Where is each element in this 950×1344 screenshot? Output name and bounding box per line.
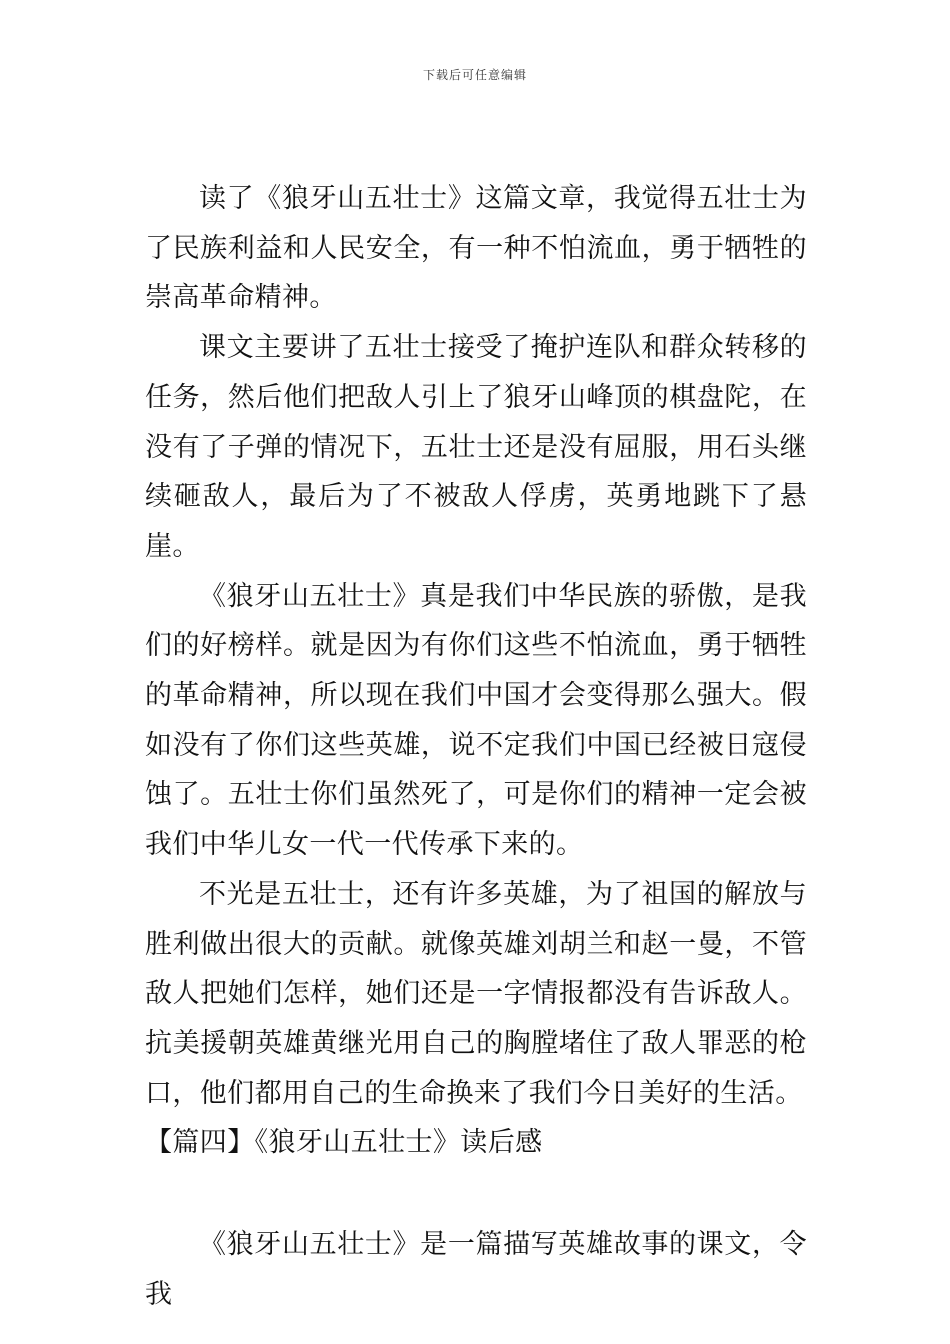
section-paragraph-1: 《狼牙山五壮士》是一篇描写英雄故事的课文，令我: [145, 1229, 807, 1310]
paragraph-3: 《狼牙山五壮士》真是我们中华民族的骄傲，是我们的好榜样。就是因为有你们这些不怕流血，勇于牺牲的革命精神，所以现在我们中国才会变得那么强大。假如没有了你们这些英雄，说不定我们中国已经被日寇侵蚀了。五壮士你们虽然死了，可是你们的精神一定会被我们中华儿女一代一代传承下来的。: [145, 580, 807, 861]
paragraph-2: 课文主要讲了五壮士接受了掩护连队和群众转移的任务，然后他们把敌人引上了狼牙山峰顶的棋盘陀，在没有了子弹的情况下，五壮士还是没有屈服，用石头继续砸敌人，最后为了不被敌人俘虏，英勇地跳下了悬崖。: [145, 332, 807, 562]
paragraph-1: 读了《狼牙山五壮士》这篇文章，我觉得五壮士为了民族利益和人民安全，有一种不怕流血，勇于牺牲的崇高革命精神。: [145, 183, 807, 314]
document-body: [145, 174, 807, 1319]
page-header: 下载后可任意编辑: [422, 68, 527, 82]
section-heading: 【篇四】《狼牙山五壮士》读后感: [145, 1127, 543, 1159]
section-spacer: [145, 1168, 807, 1220]
paragraph-4: 不光是五壮士，还有许多英雄，为了祖国的解放与胜利做出很大的贡献。就像英雄刘胡兰和赵一曼，不管敌人把她们怎样，她们还是一字情报都没有告诉敌人。抗美援朝英雄黄继光用自己的胸膛堵住了敌人罪恶的枪口，他们都用自己的生命换来了我们今日美好的生活。: [145, 878, 807, 1109]
